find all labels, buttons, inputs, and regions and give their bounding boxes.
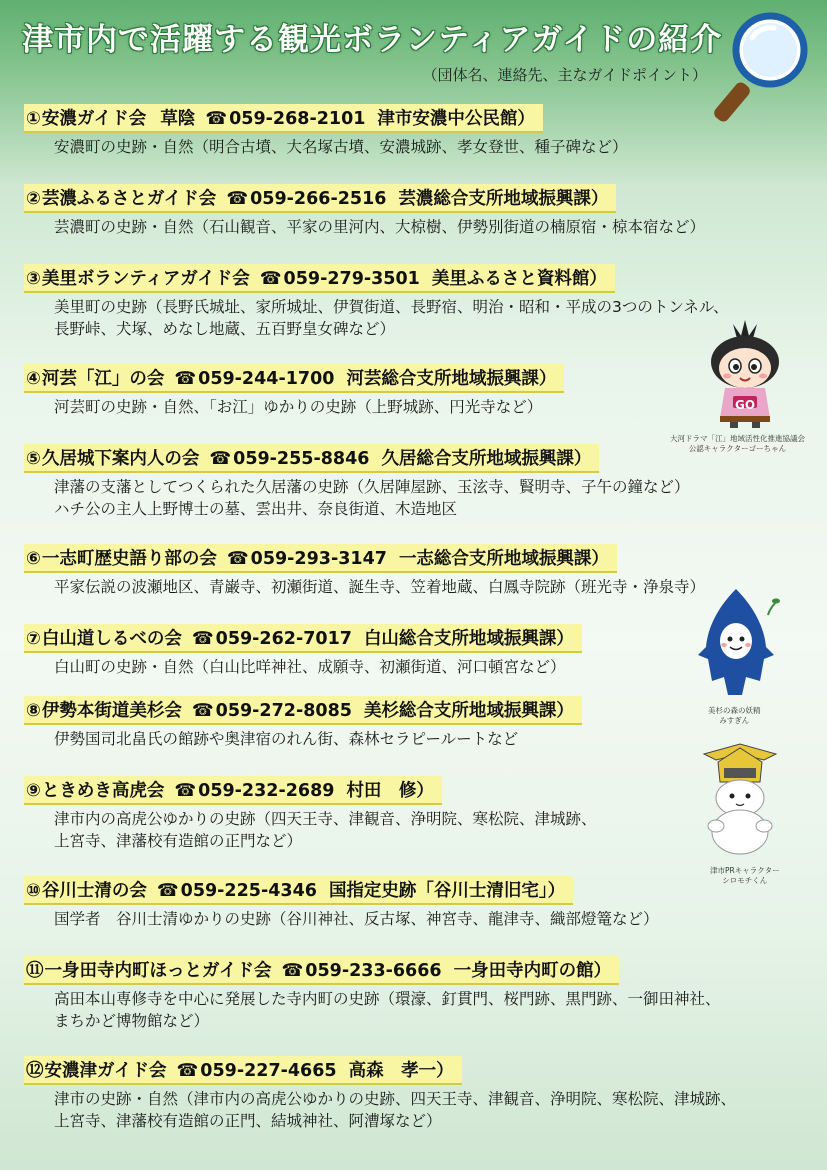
phone-icon: ☎ xyxy=(209,449,232,469)
phone-number: 059-244-1700 xyxy=(198,369,335,389)
entry-number: ⑫ xyxy=(26,1061,44,1081)
contact-office: 久居総合支所地域振興課） xyxy=(381,449,592,469)
contact-office: 国指定史跡「谷川士清旧宅」） xyxy=(328,881,566,901)
contact-office: 芸濃総合支所地域振興課） xyxy=(398,189,609,209)
guide-points-line: 芸濃町の史跡・自然（石山観音、平家の里河内、大椋樹、伊勢別街道の楠原宿・椋本宿など） xyxy=(54,218,706,236)
guide-entry xyxy=(24,544,804,598)
guide-points-line: まちかど博物館など） xyxy=(54,1012,210,1030)
guide-entry xyxy=(24,264,804,340)
entry-number: ⑦ xyxy=(26,629,41,649)
guide-entry-header xyxy=(24,364,564,393)
guide-points-line: 河芸町の史跡・自然、「お江」ゆかりの史跡（上野城跡、円光寺など） xyxy=(54,398,543,416)
guide-entry xyxy=(24,624,804,678)
misugin-mascot-icon xyxy=(690,585,782,703)
entry-number: ④ xyxy=(26,369,41,389)
phone-icon: ☎ xyxy=(174,781,197,801)
guide-entry-header xyxy=(24,1056,462,1085)
phone-number: 059-225-4346 xyxy=(180,881,317,901)
phone-icon: ☎ xyxy=(205,109,228,129)
entry-number: ⑩ xyxy=(26,881,41,901)
guide-entry-header xyxy=(24,876,573,905)
go-badge: GO xyxy=(735,398,756,412)
phone-number: 059-227-4665 xyxy=(200,1061,337,1081)
guide-points-line: 長野峠、犬塚、めなし地蔵、五百野皇女碑など） xyxy=(54,320,396,338)
guide-points xyxy=(24,396,804,418)
guide-points xyxy=(24,988,804,1032)
entry-number: ⑤ xyxy=(26,449,41,469)
guide-points xyxy=(24,576,804,598)
shiromochi-mascot-icon xyxy=(694,740,786,860)
misugin-caption xyxy=(708,706,761,726)
entry-number: ⑧ xyxy=(26,701,41,721)
guide-points xyxy=(24,908,804,930)
guide-points-line: 美里町の史跡（長野氏城址、家所城址、伊賀街道、長野宿、明治・昭和・平成の3つのトンネル、 xyxy=(54,298,729,316)
page-title: 津市内で活躍する観光ボランティアガイドの紹介 xyxy=(22,22,723,58)
guide-name: 一身田寺内町ほっとガイド会 xyxy=(44,961,272,981)
phone-icon: ☎ xyxy=(226,189,249,209)
entry-number: ⑨ xyxy=(26,781,41,801)
shiromochi-caption xyxy=(710,866,780,886)
guide-name: 美里ボランティアガイド会 xyxy=(41,269,250,289)
caption-line: 大河ドラマ「江」地域活性化推進協議会 xyxy=(670,434,805,443)
entry-number: ⑪ xyxy=(26,961,44,981)
caption-line: 津市PRキャラクター xyxy=(710,866,780,875)
contact-prefix: 草陰 xyxy=(160,109,196,129)
phone-number: 059-232-2689 xyxy=(198,781,335,801)
guide-list xyxy=(24,104,804,1132)
guide-entry xyxy=(24,184,804,238)
phone-number: 059-266-2516 xyxy=(250,189,387,209)
guide-points-line: ハチ公の主人上野博士の墓、雲出井、奈良街道、木造地区 xyxy=(54,500,458,518)
guide-entry-header xyxy=(24,184,616,213)
guide-points xyxy=(24,216,804,238)
phone-icon: ☎ xyxy=(174,369,197,389)
guide-name: 一志町歴史語り部の会 xyxy=(41,549,217,569)
contact-office: 村田 修） xyxy=(346,781,434,801)
guide-points xyxy=(24,656,804,678)
guide-name: 安濃津ガイド会 xyxy=(44,1061,167,1081)
phone-number: 059-262-7017 xyxy=(215,629,352,649)
guide-points-line: 白山町の史跡・自然（白山比咩神社、成願寺、初瀬街道、河口頓宮など） xyxy=(54,658,566,676)
contact-office: 美杉総合支所地域振興課） xyxy=(363,701,574,721)
guide-entry xyxy=(24,956,804,1032)
phone-icon: ☎ xyxy=(226,549,249,569)
guide-entry xyxy=(24,444,804,520)
entry-number: ② xyxy=(26,189,41,209)
phone-icon: ☎ xyxy=(259,269,282,289)
contact-office: 河芸総合支所地域振興課） xyxy=(346,369,557,389)
guide-points-line: 伊勢国司北畠氏の館跡や奥津宿のれん街、森林セラピールートなど xyxy=(54,730,519,748)
guide-name: 安濃ガイド会 xyxy=(41,109,147,129)
guide-entry xyxy=(24,1056,804,1132)
caption-line: 美杉の森の妖精 xyxy=(708,706,761,715)
guide-entry-header xyxy=(24,444,599,473)
guide-points xyxy=(24,1088,804,1132)
contact-office: 美里ふるさと資料館） xyxy=(431,269,607,289)
guide-points-line: 国学者 谷川士清ゆかりの史跡（谷川神社、反古塚、神宮寺、龍津寺、織部燈篭など） xyxy=(54,910,659,928)
guide-points xyxy=(24,728,804,750)
guide-entry xyxy=(24,696,804,750)
guide-entry xyxy=(24,104,804,158)
guide-points-line: 上宮寺、津藩校有造館の正門など） xyxy=(54,832,303,850)
phone-number: 059-279-3501 xyxy=(283,269,420,289)
entry-number: ③ xyxy=(26,269,41,289)
guide-entry xyxy=(24,776,804,852)
guide-points xyxy=(24,296,804,340)
go-chan-mascot-icon xyxy=(700,318,790,430)
contact-office: 高森 孝一） xyxy=(348,1061,454,1081)
guide-entry xyxy=(24,876,804,930)
guide-points xyxy=(24,136,804,158)
phone-number: 059-268-2101 xyxy=(229,109,366,129)
guide-name: 谷川士清の会 xyxy=(41,881,147,901)
guide-name: 久居城下案内人の会 xyxy=(41,449,200,469)
guide-name: 白山道しるべの会 xyxy=(41,629,182,649)
guide-points xyxy=(24,808,804,852)
guide-entry-header xyxy=(24,104,543,133)
entry-number: ⑥ xyxy=(26,549,41,569)
go-chan-caption xyxy=(670,434,805,454)
guide-points xyxy=(24,476,804,520)
guide-points-line: 上宮寺、津藩校有造館の正門、結城神社、阿漕塚など） xyxy=(54,1112,442,1130)
contact-office: 一身田寺内町の館） xyxy=(453,961,612,981)
guide-name: 伊勢本街道美杉会 xyxy=(41,701,182,721)
guide-entry xyxy=(24,364,804,418)
phone-icon: ☎ xyxy=(176,1061,199,1081)
guide-points-line: 高田本山専修寺を中心に発展した寺内町の史跡（環濠、釘貫門、桜門跡、黒門跡、一御田神社、 xyxy=(54,990,721,1008)
phone-icon: ☎ xyxy=(281,961,304,981)
guide-name: ときめき高虎会 xyxy=(41,781,165,801)
guide-name: 芸濃ふるさとガイド会 xyxy=(41,189,217,209)
caption-line: シロモチくん xyxy=(722,876,768,885)
guide-points-line: 津藩の支藩としてつくられた久居藩の史跡（久居陣屋跡、玉泫寺、賢明寺、子午の鐘など） xyxy=(54,478,690,496)
guide-entry-header xyxy=(24,264,615,293)
phone-icon: ☎ xyxy=(191,629,214,649)
phone-number: 059-255-8846 xyxy=(233,449,370,469)
page-subtitle: （団体名、連絡先、主なガイドポイント） xyxy=(422,66,707,84)
phone-number: 059-293-3147 xyxy=(250,549,387,569)
guide-entry-header xyxy=(24,956,619,985)
contact-office: 津市安濃中公民館） xyxy=(377,109,535,129)
guide-entry-header xyxy=(24,544,617,573)
guide-points-line: 平家伝説の波瀬地区、青巌寺、初瀬街道、誕生寺、笠着地蔵、白鳳寺院跡（班光寺・浄泉寺） xyxy=(54,578,706,596)
guide-entry-header xyxy=(24,696,582,725)
phone-number: 059-233-6666 xyxy=(305,961,442,981)
phone-icon: ☎ xyxy=(191,701,214,721)
caption-line: みすぎん xyxy=(719,716,750,725)
entry-number: ① xyxy=(26,109,41,129)
caption-line: 公認キャラクターゴーちゃん xyxy=(688,444,787,453)
guide-points-line: 津市の史跡・自然（津市内の高虎公ゆかりの史跡、四天王寺、津観音、浄明院、寒松院、津城跡、 xyxy=(54,1090,737,1108)
contact-office: 白山総合支所地域振興課） xyxy=(363,629,574,649)
guide-entry-header xyxy=(24,776,442,805)
contact-office: 一志総合支所地域振興課） xyxy=(398,549,609,569)
guide-points-line: 安濃町の史跡・自然（明合古墳、大名塚古墳、安濃城跡、孝女登世、種子碑など） xyxy=(54,138,628,156)
guide-entry-header xyxy=(24,624,582,653)
phone-number: 059-272-8085 xyxy=(215,701,352,721)
phone-icon: ☎ xyxy=(156,881,179,901)
guide-name: 河芸「江」の会 xyxy=(41,369,165,389)
guide-points-line: 津市内の高虎公ゆかりの史跡（四天王寺、津観音、浄明院、寒松院、津城跡、 xyxy=(54,810,597,828)
